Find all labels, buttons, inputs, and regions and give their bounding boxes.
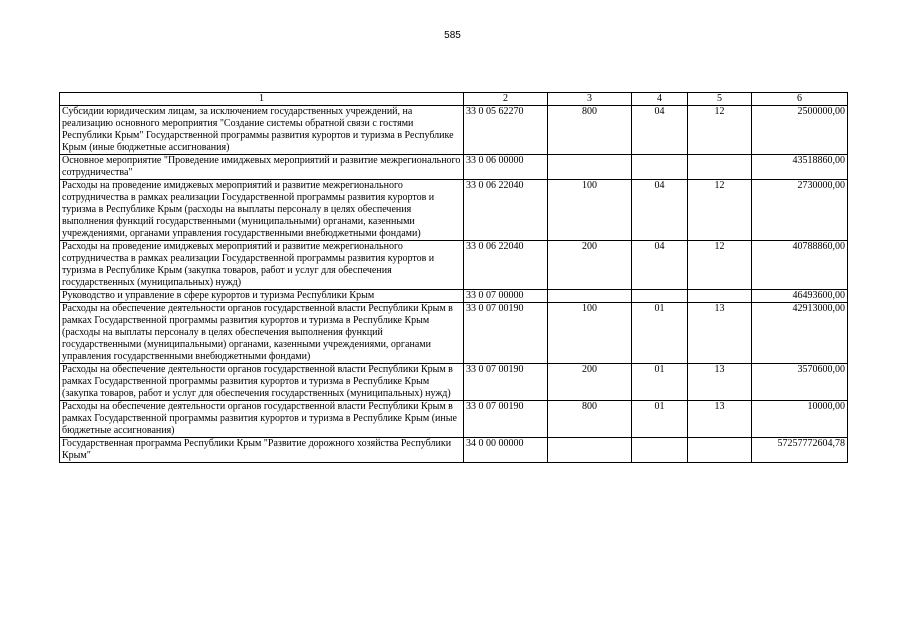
- column-header: 1: [60, 93, 464, 106]
- row-description: Руководство и управление в сфере курортов и туризма Республики Крым: [60, 290, 464, 303]
- row-amount: 43518860,00: [752, 155, 848, 180]
- table-row: [60, 401, 848, 438]
- row-code: 33 0 07 00190: [464, 401, 548, 438]
- row-section: 04: [632, 180, 688, 241]
- row-description: Расходы на обеспечение деятельности органов государственной власти Республики Крым в рамках Государственной программы развития курортов и туризма в Республике Крым (расходы на выплаты персоналу в целях обеспечения выполнения функций государственными (муниципальными) органами, казенными учреждениями, органами управления государственными внебюджетными фондами): [60, 303, 464, 364]
- row-amount: 2730000,00: [752, 180, 848, 241]
- row-expense-type: 100: [548, 180, 632, 241]
- row-amount: 42913000,00: [752, 303, 848, 364]
- column-header: 2: [464, 93, 548, 106]
- row-code: 33 0 06 22040: [464, 180, 548, 241]
- table-row: [60, 180, 848, 241]
- row-code: 34 0 00 00000: [464, 438, 548, 463]
- row-code: 33 0 05 62270: [464, 106, 548, 155]
- row-section: 01: [632, 303, 688, 364]
- row-expense-type: 800: [548, 106, 632, 155]
- row-subsection: 13: [688, 364, 752, 401]
- row-subsection: 12: [688, 106, 752, 155]
- row-code: 33 0 06 22040: [464, 241, 548, 290]
- row-amount: 40788860,00: [752, 241, 848, 290]
- table-row: [60, 155, 848, 180]
- column-header: 5: [688, 93, 752, 106]
- row-amount: 3570600,00: [752, 364, 848, 401]
- row-subsection: [688, 290, 752, 303]
- page-number: 585: [444, 30, 461, 41]
- row-subsection: 12: [688, 180, 752, 241]
- row-expense-type: [548, 155, 632, 180]
- row-amount: 2500000,00: [752, 106, 848, 155]
- row-description: Расходы на обеспечение деятельности органов государственной власти Республики Крым в рамках Государственной программы развития курортов и туризма в Республике Крым (иные бюджетные ассигнования): [60, 401, 464, 438]
- row-description: Расходы на обеспечение деятельности органов государственной власти Республики Крым в рамках Государственной программы развития курортов и туризма в Республике Крым (закупка товаров, работ и услуг для обеспечения государственных (муниципальных) нужд): [60, 364, 464, 401]
- row-section: 01: [632, 401, 688, 438]
- table-row: [60, 290, 848, 303]
- row-section: 04: [632, 241, 688, 290]
- column-header: 6: [752, 93, 848, 106]
- row-amount: 46493600,00: [752, 290, 848, 303]
- row-expense-type: [548, 438, 632, 463]
- row-description: Государственная программа Республики Крым "Развитие дорожного хозяйства Республики Крым": [60, 438, 464, 463]
- budget-table: [59, 92, 848, 463]
- row-expense-type: [548, 290, 632, 303]
- row-section: 04: [632, 106, 688, 155]
- table-row: [60, 438, 848, 463]
- row-code: 33 0 07 00190: [464, 364, 548, 401]
- row-code: 33 0 07 00000: [464, 290, 548, 303]
- row-amount: 10000,00: [752, 401, 848, 438]
- row-section: [632, 155, 688, 180]
- row-code: 33 0 07 00190: [464, 303, 548, 364]
- row-description: Расходы на проведение имиджевых мероприятий и развитие межрегионального сотрудничества в рамках реализации Государственной программы развития курортов и туризма в Республике Крым (закупка товаров, работ и услуг для обеспечения государственных (муниципальных) нужд): [60, 241, 464, 290]
- row-section: [632, 438, 688, 463]
- table-header-row: [60, 93, 848, 106]
- row-expense-type: 800: [548, 401, 632, 438]
- row-description: Основное мероприятие "Проведение имиджевых мероприятий и развитие межрегионального сотрудничества": [60, 155, 464, 180]
- row-subsection: 13: [688, 303, 752, 364]
- table-row: [60, 106, 848, 155]
- row-subsection: 12: [688, 241, 752, 290]
- row-subsection: 13: [688, 401, 752, 438]
- row-section: 01: [632, 364, 688, 401]
- table-row: [60, 241, 848, 290]
- column-header: 3: [548, 93, 632, 106]
- row-expense-type: 200: [548, 364, 632, 401]
- row-expense-type: 100: [548, 303, 632, 364]
- row-description: Расходы на проведение имиджевых мероприятий и развитие межрегионального сотрудничества в рамках реализации Государственной программы развития курортов и туризма в Республике Крым (расходы на выплаты персоналу в целях обеспечения выполнения функций государственными (муниципальными) органами, казенными учреждениями, органами управления государственными внебюджетными фондами): [60, 180, 464, 241]
- row-expense-type: 200: [548, 241, 632, 290]
- column-header: 4: [632, 93, 688, 106]
- row-subsection: [688, 155, 752, 180]
- row-code: 33 0 06 00000: [464, 155, 548, 180]
- row-subsection: [688, 438, 752, 463]
- row-section: [632, 290, 688, 303]
- table-row: [60, 364, 848, 401]
- row-description: Субсидии юридическим лицам, за исключением государственных учреждений, на реализацию основного мероприятия "Создание системы обратной связи с гостями Республики Крым" Государственной программы развития курортов и туризма в Республике Крым (иные бюджетные ассигнования): [60, 106, 464, 155]
- table-row: [60, 303, 848, 364]
- row-amount: 57257772604,78: [752, 438, 848, 463]
